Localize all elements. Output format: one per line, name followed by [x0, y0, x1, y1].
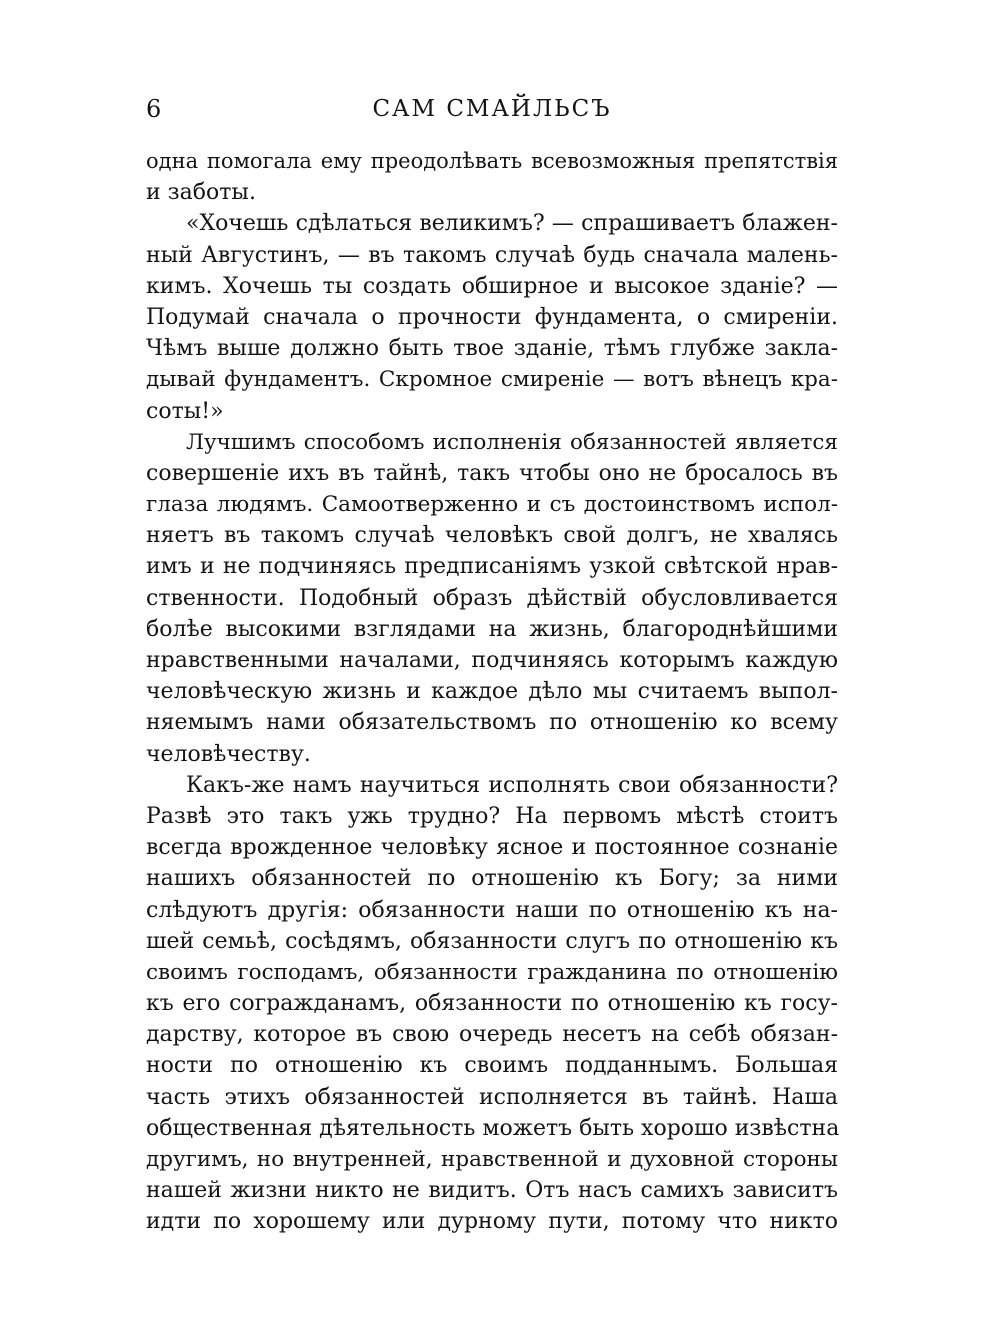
text-line: Лучшимъ способомъ исполненія обязанностей является [186, 429, 838, 455]
text-line: одна помогала ему преодолѣвать всевозможныя препятствія [146, 149, 838, 173]
text-line: Развѣ это такъ ужь трудно? На первомъ мѣстѣ стоитъ [146, 803, 838, 829]
text-line: Подумай сначала о прочности фундамента, о смиреніи. [146, 304, 838, 330]
text-line: дарству, которое въ свою очередь несетъ на себѣ обязан- [146, 1022, 838, 1048]
text-line: ный Августинъ, — въ такомъ случаѣ будь сначала малень- [146, 242, 838, 268]
text-line: идти по хорошему или дурному пути, потому что никто [146, 1209, 838, 1235]
text-line: шей семьѣ, сосѣдямъ, обязанности слугъ по отношенію къ [146, 928, 838, 954]
paragraph-1 [146, 146, 838, 208]
text-line: имъ и не подчиняясь предписаніямъ узкой свѣтской нрав- [146, 554, 838, 580]
text-line: ственности. Подобный образъ дѣйствій обусловливается [146, 585, 838, 611]
body-text [146, 146, 838, 1238]
text-line: всегда врожденное человѣку ясное и постоянное сознаніе [146, 835, 838, 861]
text-line: Какъ-же намъ научиться исполнять свои обязанности? [186, 772, 838, 798]
text-line: и заботы. [146, 180, 256, 206]
page-header [146, 92, 838, 126]
paragraph-2 [146, 208, 838, 426]
paragraph-3 [146, 427, 838, 770]
text-line: соты!» [146, 398, 224, 424]
text-line: дывай фундаментъ. Скромное смиреніе — вотъ вѣнецъ кра- [146, 367, 838, 393]
text-line: няетъ въ такомъ случаѣ человѣкъ свой долгъ, не хвалясь [146, 523, 838, 549]
text-line: глаза людямъ. Самоотверженно и съ достоинствомъ испол- [146, 492, 838, 518]
text-line: слѣдуютъ другія: обязанности наши по отношенію къ на- [146, 897, 838, 923]
running-title: САМ СМАЙЛЬСЪ [372, 96, 612, 122]
text-line: общественная дѣятельность можетъ быть хорошо извѣстна [146, 1115, 840, 1141]
text-line: «Хочешь сдѣлаться великимъ? — спрашиваетъ блажен- [186, 211, 838, 237]
text-line: ности по отношенію къ своимъ подданнымъ. Большая [146, 1053, 838, 1079]
text-line: няемымъ нами обязательствомъ по отношенію ко всему [146, 710, 838, 736]
text-line: кимъ. Хочешь ты создать обширное и высокое зданіе? — [146, 273, 838, 299]
text-line: нашей жизни никто не видитъ. Отъ насъ самихъ зависитъ [146, 1178, 838, 1204]
text-line: нашихъ обязанностей по отношенію къ Богу; за ними [146, 866, 838, 892]
text-line: часть этихъ обязанностей исполняется въ тайнѣ. Наша [146, 1084, 838, 1110]
text-line: Чѣмъ выше должно быть твое зданіе, тѣмъ глубже закла- [146, 336, 838, 362]
text-line: къ его согражданамъ, обязанности по отношенію къ госу- [146, 991, 838, 1017]
text-line: болѣе высокими взглядами на жизнь, благороднѣйшими [146, 616, 838, 642]
page-number: 6 [146, 95, 162, 123]
text-line: другимъ, но внутренней, нравственной и духовной стороны [146, 1147, 838, 1172]
text-line: совершеніе ихъ въ тайнѣ, такъ чтобы оно не бросалось въ [146, 460, 838, 486]
paragraph-4 [146, 770, 838, 1238]
text-line: человѣчеству. [146, 741, 311, 767]
text-line: человѣческую жизнь и каждое дѣло мы считаемъ выпол- [146, 679, 838, 705]
text-line: нравственными началами, подчиняясь которымъ каждую [146, 648, 838, 673]
text-line: своимъ господамъ, обязанности гражданина по отношенію [146, 959, 838, 985]
